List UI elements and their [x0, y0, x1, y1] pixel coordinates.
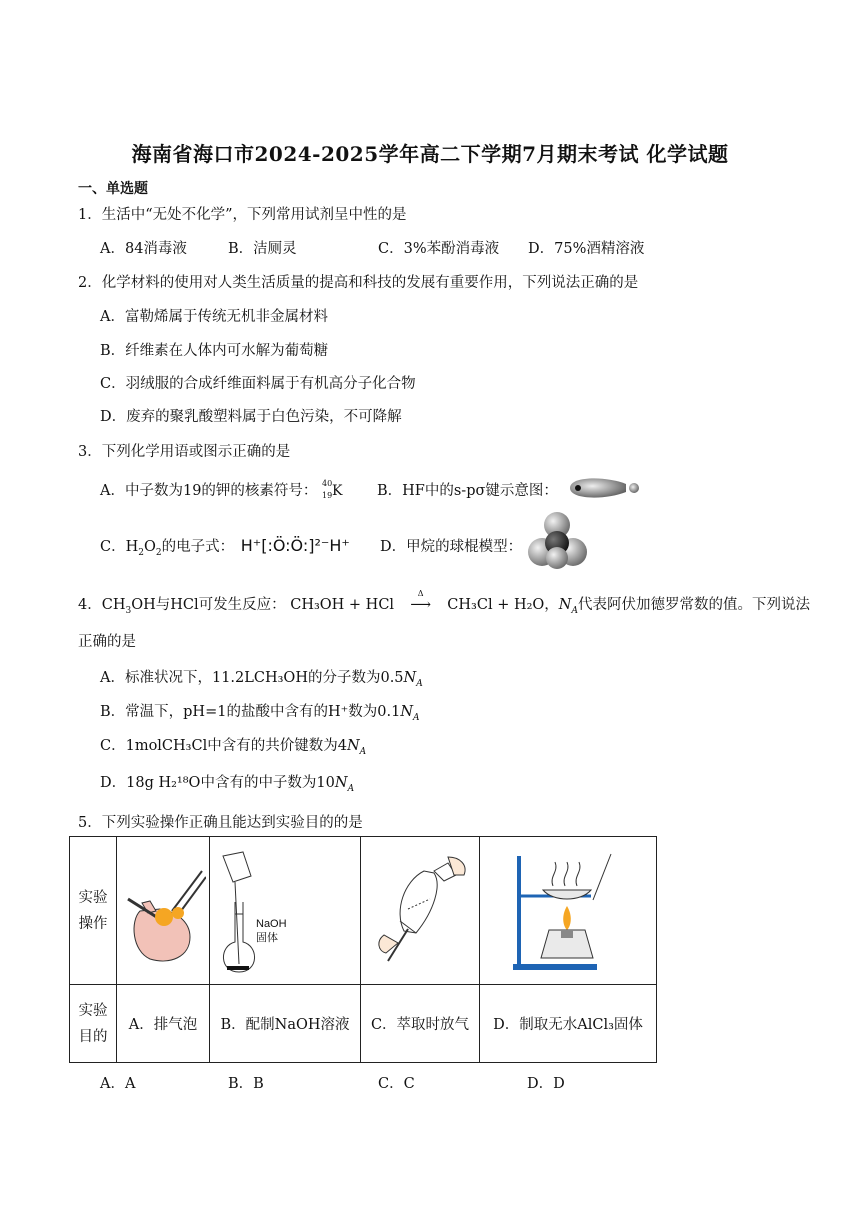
- q2-stem: 2．化学材料的使用对人类生活质量的提高和科技的发展有重要作用，下列说法正确的是: [78, 275, 639, 291]
- operation-c-cell: [361, 837, 480, 985]
- q5-option-b: B．B: [228, 1076, 264, 1092]
- volumetric-flask-image: [213, 846, 357, 976]
- naoh-label: [256, 917, 287, 945]
- operation-b-cell: [210, 837, 361, 985]
- nuclide-symbol: [322, 479, 344, 500]
- methane-model-image: [524, 510, 590, 572]
- q1-option-d: D．75%酒精溶液: [528, 241, 645, 257]
- q4-stem-line2: 正确的是: [78, 634, 136, 650]
- q4-option-d-text: D．18g H₂¹⁸O中含有的中子数为10: [100, 775, 335, 791]
- reaction-arrow: Δ ⟶: [399, 597, 443, 613]
- q5-option-c: C．C: [378, 1076, 415, 1092]
- page-title: 海南省海口市2024-2025学年高二下学期7月期末考试 化学试题: [131, 142, 729, 166]
- equation-left: CH₃OH + HCl: [290, 597, 395, 613]
- q4-option-c-text: C．1molCH₃Cl中含有的共价键数为4: [100, 738, 347, 754]
- q4-option-b-text: B．常温下，pH=1的盐酸中含有的H⁺数为0.1: [100, 704, 401, 720]
- q1-stem: 1．生活中“无处不化学”，下列常用试剂呈中性的是: [78, 207, 407, 223]
- equation-right: CH₃Cl + H₂O: [447, 597, 545, 613]
- experiment-table: [69, 836, 657, 1063]
- q4-stem: 4．$CH_3OH$与HCl可发生反应： CH₃OH + HCl Δ ⟶ CH₃Cl + H₂O，$N_A$代表阿伏加德罗常数的值。下列说法: [78, 589, 810, 616]
- q1-option-b: B．洁厕灵: [228, 241, 297, 257]
- q3-option-a: [100, 479, 344, 500]
- q3-stem: 3．下列化学用语或图示正确的是: [78, 444, 291, 460]
- row1-label-line1: 实验: [78, 889, 108, 906]
- mass-number: 40: [322, 479, 333, 488]
- q5-stem: 5．下列实验操作正确且能达到实验目的的是: [78, 815, 363, 831]
- q3-option-a-label: A．中子数为19的钾的核素符号：: [100, 483, 318, 499]
- evaporating-dish-image: [483, 846, 653, 976]
- separatory-funnel-image: [364, 851, 476, 971]
- sp-sigma-bond-diagram: [566, 474, 644, 502]
- electron-formula: H⁺[:Ö:Ö:]²⁻H⁺: [240, 536, 350, 555]
- q4-option-c: C．1molCH₃Cl中含有的共价键数为$4N_A$: [100, 738, 367, 757]
- q3-option-c-label2: 的电子式：: [161, 539, 235, 555]
- q2-option-b: B．纤维素在人体内可水解为葡萄糖: [100, 343, 329, 359]
- atomic-number: 19: [322, 491, 333, 500]
- row2-label-line2: 目的: [78, 1028, 108, 1045]
- purpose-b: B．配制NaOH溶液: [210, 985, 361, 1063]
- avogadro-symbol: N: [558, 597, 572, 613]
- naoh-label-line1: NaOH: [256, 918, 287, 930]
- q3-option-d: D．甲烷的球棍模型：: [380, 539, 523, 555]
- row2-label-line1: 实验: [78, 1002, 108, 1019]
- naoh-label-line2: 固体: [256, 932, 278, 944]
- element-symbol: K: [332, 483, 343, 499]
- q2-option-c: C．羽绒服的合成纤维面料属于有机高分子化合物: [100, 376, 416, 392]
- q3-option-c: C．$H_2O_2$的电子式： H⁺[:Ö:Ö:]²⁻H⁺: [100, 536, 350, 558]
- q1-option-a: A．84消毒液: [100, 241, 187, 257]
- operation-d-cell: [480, 837, 657, 985]
- q3-option-b: [377, 479, 558, 500]
- q5-option-d: D．D: [527, 1076, 565, 1092]
- row1-label-line2: 操作: [78, 915, 108, 932]
- q4-stem-mid: OH与HCl可发生反应：: [131, 597, 286, 613]
- purpose-a: A．排气泡: [117, 985, 210, 1063]
- q4-option-d: D．18g H₂¹⁸O中含有的中子数为$10N_A$: [100, 775, 355, 794]
- q3-option-c-label: C．H: [100, 539, 139, 555]
- q2-option-d: D．废弃的聚乳酸塑料属于白色污染，不可降解: [100, 409, 402, 425]
- q3-option-b-label: B．HF中的s-pσ键示意图：: [377, 483, 558, 499]
- reaction-condition: Δ: [417, 589, 424, 598]
- q2-option-a: A．富勒烯属于传统无机非金属材料: [100, 309, 328, 325]
- section-heading: 一、单选题: [78, 181, 148, 197]
- purpose-d: D．制取无水AlCl₃固体: [480, 985, 657, 1063]
- q4-stem-pre: 4．CH: [78, 597, 126, 613]
- q4-option-a-text: A．标准状况下，11.2LCH₃OH的分子数为0.5: [100, 670, 404, 686]
- burette-bubble-image: [120, 851, 206, 971]
- q4-stem-post: 代表阿伏加德罗常数的值。下列说法: [577, 597, 810, 613]
- q5-option-a: A．A: [100, 1076, 136, 1092]
- q1-option-c: C．3%苯酚消毒液: [378, 241, 500, 257]
- q4-option-b: B．常温下，pH=1的盐酸中含有的H⁺数为$0.1N_A$: [100, 704, 420, 723]
- row-label-purpose: [70, 985, 117, 1063]
- q4-option-a: A．标准状况下，11.2LCH₃OH的分子数为$0.5N_A$: [100, 670, 423, 689]
- row-label-operation: [70, 837, 117, 985]
- purpose-c: C．萃取时放气: [361, 985, 480, 1063]
- operation-a-cell: [117, 837, 210, 985]
